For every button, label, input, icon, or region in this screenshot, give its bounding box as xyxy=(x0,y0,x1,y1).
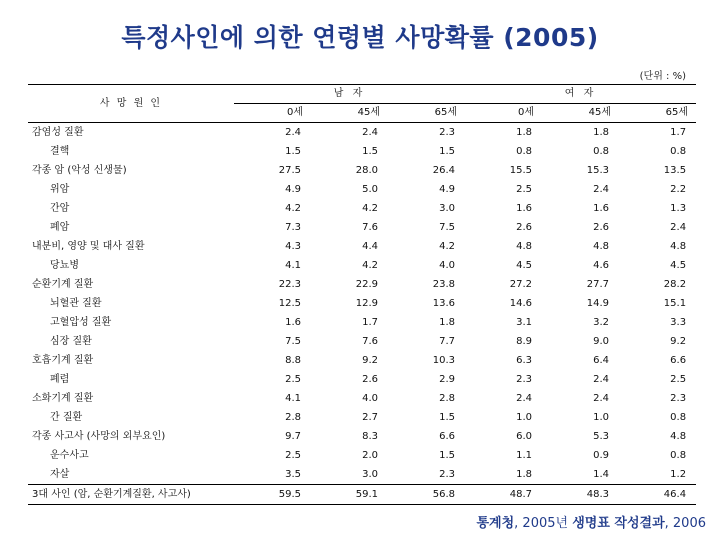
cause-label: 폐렴 xyxy=(50,374,70,385)
table-row xyxy=(28,465,696,485)
mortality-table xyxy=(28,84,696,505)
age-header: 45세 xyxy=(542,104,619,123)
cause-label: 간 질환 xyxy=(50,412,83,423)
value-cell: 2.5 xyxy=(516,184,533,195)
value-cell: 15.5 xyxy=(509,165,533,176)
value-cell: 4.4 xyxy=(362,241,378,252)
cause-label: 3대 사인 (암, 순환기계질환, 사고사) xyxy=(28,485,234,505)
value-cell: 22.3 xyxy=(278,279,301,290)
value-cell: 0.9 xyxy=(593,450,610,461)
table-row xyxy=(28,427,696,446)
value-cell: 14.9 xyxy=(586,298,610,309)
source-mid: , 2005년 xyxy=(514,516,573,531)
cause-label: 자살 xyxy=(50,469,70,480)
value-cell: 1.5 xyxy=(439,412,456,423)
value-cell: 2.4 xyxy=(593,184,610,195)
value-cell: 4.2 xyxy=(362,260,378,271)
value-cell: 1.8 xyxy=(516,469,533,480)
cause-label: 감염성 질환 xyxy=(32,127,84,138)
value-cell: 2.2 xyxy=(670,184,687,195)
value-cell: 46.4 xyxy=(619,485,696,505)
value-cell: 1.7 xyxy=(670,127,687,138)
cause-label: 소화기계 질환 xyxy=(32,393,94,404)
value-cell: 7.5 xyxy=(285,336,301,347)
value-cell: 3.1 xyxy=(516,317,533,328)
cause-header: 사 망 원 인 xyxy=(28,85,234,123)
value-cell: 13.6 xyxy=(432,298,456,309)
value-cell: 56.8 xyxy=(388,485,465,505)
source-note xyxy=(476,512,706,531)
group-header-male: 남 자 xyxy=(234,85,465,104)
value-cell: 2.4 xyxy=(670,222,687,233)
value-cell: 9.2 xyxy=(670,336,687,347)
value-cell: 1.8 xyxy=(439,317,456,328)
cause-label: 각종 암 (악성 신생물) xyxy=(32,165,127,176)
value-cell: 1.6 xyxy=(593,203,610,214)
value-cell: 2.5 xyxy=(285,450,301,461)
value-cell: 1.0 xyxy=(516,412,533,423)
table-row xyxy=(28,142,696,161)
value-cell: 0.8 xyxy=(670,450,687,461)
cause-label: 간암 xyxy=(50,203,70,214)
value-cell: 4.1 xyxy=(285,260,301,271)
table-row xyxy=(28,408,696,427)
value-cell: 1.5 xyxy=(439,450,456,461)
value-cell: 4.2 xyxy=(285,203,301,214)
value-cell: 2.9 xyxy=(439,374,456,385)
value-cell: 0.8 xyxy=(670,412,687,423)
value-cell: 2.7 xyxy=(362,412,378,423)
value-cell: 2.4 xyxy=(593,374,610,385)
value-cell: 4.8 xyxy=(516,241,533,252)
value-cell: 4.3 xyxy=(285,241,301,252)
cause-label: 뇌혈관 질환 xyxy=(50,298,102,309)
value-cell: 15.3 xyxy=(586,165,610,176)
cause-label: 심장 질환 xyxy=(50,336,92,347)
value-cell: 2.8 xyxy=(285,412,301,423)
table-row xyxy=(28,446,696,465)
value-cell: 4.0 xyxy=(439,260,456,271)
cause-label: 위암 xyxy=(50,184,70,195)
value-cell: 9.7 xyxy=(285,431,301,442)
value-cell: 2.4 xyxy=(593,393,610,404)
value-cell: 6.6 xyxy=(439,431,456,442)
value-cell: 59.5 xyxy=(234,485,311,505)
value-cell: 27.5 xyxy=(278,165,301,176)
cause-label: 호흡기계 질환 xyxy=(32,355,94,366)
table-row xyxy=(28,237,696,256)
value-cell: 0.8 xyxy=(516,146,533,157)
value-cell: 1.7 xyxy=(362,317,378,328)
source-year: , 2006 xyxy=(664,516,706,531)
value-cell: 4.2 xyxy=(439,241,456,252)
group-header-female: 여 자 xyxy=(465,85,696,104)
source-org: 통계청 xyxy=(476,516,515,531)
age-header: 0세 xyxy=(234,104,311,123)
value-cell: 28.0 xyxy=(355,165,378,176)
value-cell: 12.5 xyxy=(278,298,301,309)
value-cell: 1.5 xyxy=(362,146,378,157)
table-row xyxy=(28,199,696,218)
value-cell: 2.3 xyxy=(516,374,533,385)
value-cell: 1.5 xyxy=(285,146,301,157)
value-cell: 4.8 xyxy=(670,431,687,442)
value-cell: 1.0 xyxy=(593,412,610,423)
cause-label: 내분비, 영양 및 대사 질환 xyxy=(32,241,145,252)
value-cell: 13.5 xyxy=(663,165,687,176)
age-header: 65세 xyxy=(388,104,465,123)
table-row xyxy=(28,218,696,237)
value-cell: 7.5 xyxy=(439,222,456,233)
cause-label: 각종 사고사 (사망의 외부요인) xyxy=(32,431,166,442)
value-cell: 3.0 xyxy=(362,469,378,480)
value-cell: 2.6 xyxy=(362,374,378,385)
value-cell: 2.6 xyxy=(593,222,610,233)
unit-label: (단위 : %) xyxy=(639,71,686,82)
table-row xyxy=(28,180,696,199)
value-cell: 7.7 xyxy=(439,336,456,347)
value-cell: 48.3 xyxy=(542,485,619,505)
value-cell: 27.2 xyxy=(509,279,533,290)
value-cell: 0.8 xyxy=(670,146,687,157)
value-cell: 1.5 xyxy=(439,146,456,157)
value-cell: 2.4 xyxy=(362,127,378,138)
value-cell: 4.9 xyxy=(285,184,301,195)
value-cell: 9.0 xyxy=(593,336,610,347)
value-cell: 2.8 xyxy=(439,393,456,404)
table-row xyxy=(28,294,696,313)
table-row xyxy=(28,370,696,389)
table-row xyxy=(28,389,696,408)
value-cell: 0.8 xyxy=(593,146,610,157)
value-cell: 8.8 xyxy=(285,355,301,366)
value-cell: 9.2 xyxy=(362,355,378,366)
value-cell: 6.3 xyxy=(516,355,533,366)
value-cell: 4.8 xyxy=(593,241,610,252)
value-cell: 4.2 xyxy=(362,203,378,214)
value-cell: 5.0 xyxy=(362,184,378,195)
table-row xyxy=(28,485,696,505)
value-cell: 1.2 xyxy=(670,469,687,480)
value-cell: 2.5 xyxy=(285,374,301,385)
source-doc: 생명표 작성결과 xyxy=(572,516,665,531)
value-cell: 6.6 xyxy=(670,355,687,366)
value-cell: 1.6 xyxy=(285,317,301,328)
value-cell: 2.3 xyxy=(439,127,456,138)
value-cell: 1.8 xyxy=(593,127,610,138)
value-cell: 27.7 xyxy=(586,279,610,290)
value-cell: 4.5 xyxy=(516,260,533,271)
value-cell: 1.8 xyxy=(516,127,533,138)
value-cell: 3.0 xyxy=(439,203,456,214)
table-body xyxy=(28,123,696,505)
table-row xyxy=(28,123,696,143)
age-header: 45세 xyxy=(311,104,388,123)
cause-label: 고혈압성 질환 xyxy=(50,317,112,328)
cause-label: 결핵 xyxy=(50,146,70,157)
value-cell: 2.6 xyxy=(516,222,533,233)
value-cell: 4.0 xyxy=(362,393,378,404)
value-cell: 3.3 xyxy=(670,317,687,328)
value-cell: 15.1 xyxy=(663,298,687,309)
value-cell: 2.4 xyxy=(516,393,533,404)
value-cell: 2.3 xyxy=(439,469,456,480)
value-cell: 1.4 xyxy=(593,469,610,480)
cause-label: 순환기계 질환 xyxy=(32,279,94,290)
value-cell: 3.2 xyxy=(593,317,610,328)
value-cell: 7.6 xyxy=(362,222,378,233)
table-row xyxy=(28,313,696,332)
value-cell: 1.1 xyxy=(516,450,533,461)
table-row xyxy=(28,161,696,180)
value-cell: 4.1 xyxy=(285,393,301,404)
value-cell: 23.8 xyxy=(432,279,456,290)
value-cell: 4.8 xyxy=(670,241,687,252)
table-row xyxy=(28,351,696,370)
table-row xyxy=(28,332,696,351)
value-cell: 7.3 xyxy=(285,222,301,233)
value-cell: 2.4 xyxy=(285,127,301,138)
page-title: 특정사인에 의한 연령별 사망확률 (2005) xyxy=(121,23,599,52)
value-cell: 2.5 xyxy=(670,374,687,385)
cause-label: 당뇨병 xyxy=(50,260,79,271)
age-header: 0세 xyxy=(465,104,542,123)
table-row xyxy=(28,275,696,294)
value-cell: 1.3 xyxy=(670,203,687,214)
value-cell: 4.9 xyxy=(439,184,456,195)
value-cell: 48.7 xyxy=(465,485,542,505)
value-cell: 4.5 xyxy=(670,260,687,271)
age-header: 65세 xyxy=(619,104,696,123)
value-cell: 8.9 xyxy=(516,336,533,347)
value-cell: 2.0 xyxy=(362,450,378,461)
value-cell: 4.6 xyxy=(593,260,610,271)
value-cell: 28.2 xyxy=(663,279,687,290)
value-cell: 8.3 xyxy=(362,431,378,442)
value-cell: 7.6 xyxy=(362,336,378,347)
value-cell: 3.5 xyxy=(285,469,301,480)
value-cell: 22.9 xyxy=(355,279,378,290)
cause-label: 운수사고 xyxy=(50,450,89,461)
table-row xyxy=(28,256,696,275)
value-cell: 59.1 xyxy=(311,485,388,505)
value-cell: 2.3 xyxy=(670,393,687,404)
value-cell: 26.4 xyxy=(432,165,456,176)
value-cell: 14.6 xyxy=(509,298,533,309)
value-cell: 10.3 xyxy=(432,355,456,366)
value-cell: 6.4 xyxy=(593,355,610,366)
value-cell: 5.3 xyxy=(593,431,610,442)
value-cell: 1.6 xyxy=(516,203,533,214)
value-cell: 6.0 xyxy=(516,431,533,442)
cause-label: 폐암 xyxy=(50,222,70,233)
value-cell: 12.9 xyxy=(355,298,378,309)
